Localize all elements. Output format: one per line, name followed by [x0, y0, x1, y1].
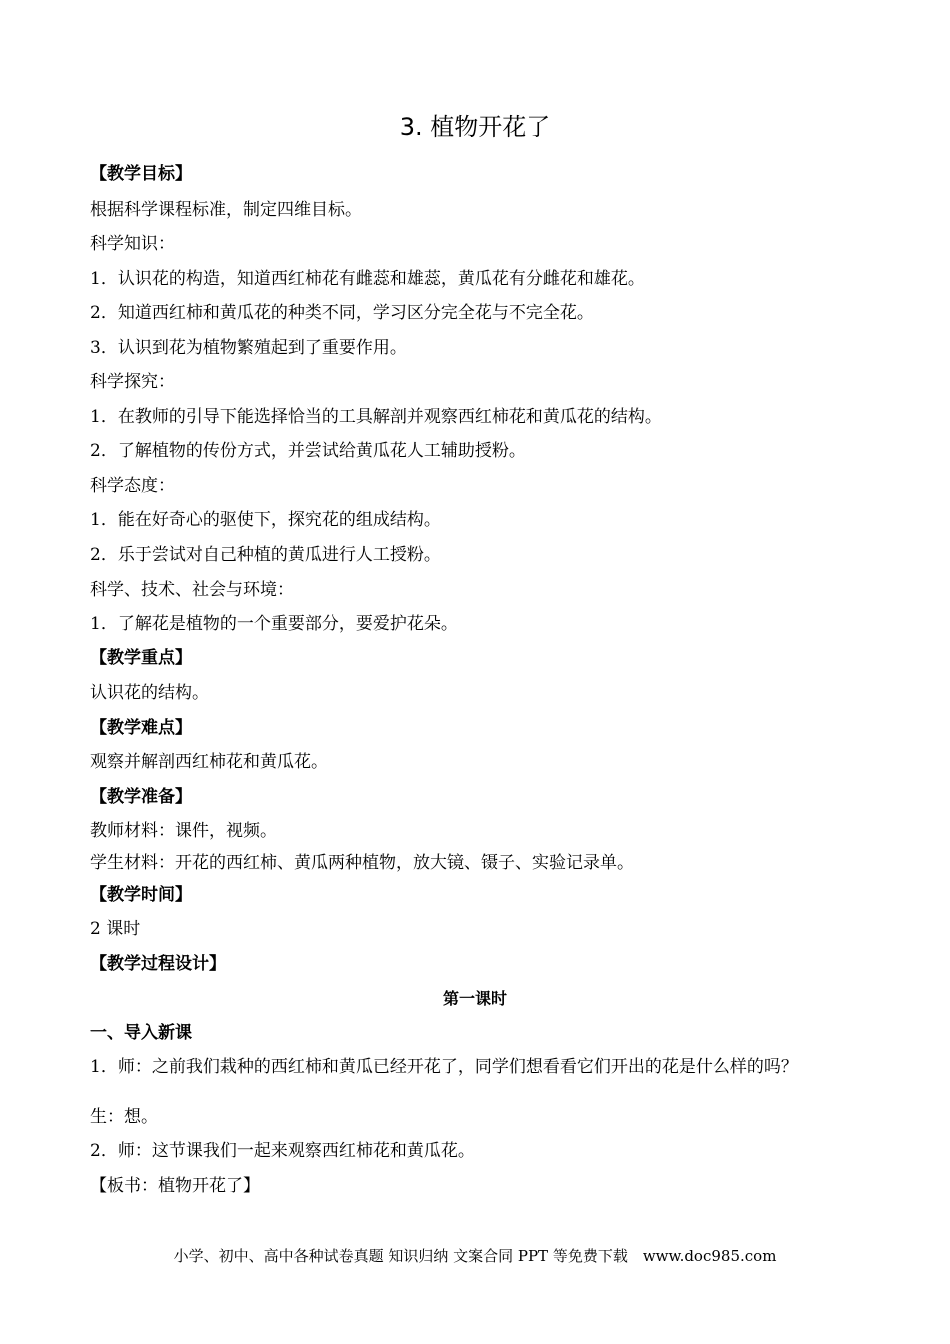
attitude-item-1: 1．能在好奇心的驱使下，探究花的组成结构。 [90, 510, 441, 530]
intro-student-reply: 生：想。 [90, 1107, 158, 1127]
intro-item-1: 1．师：之前我们栽种的西红柿和黄瓜已经开花了，同学们想看看它们开出的花是什么样的吗？ [90, 1057, 798, 1077]
inquiry-label: 科学探究： [90, 372, 175, 392]
sts-item-1: 1．了解花是植物的一个重要部分，要爱护花朵。 [90, 614, 458, 634]
difficult-points-heading: 【教学难点】 [90, 718, 192, 738]
knowledge-item-1: 1．认识花的构造，知道西红柿花有雌蕊和雄蕊，黄瓜花有分雌花和雄花。 [90, 269, 645, 289]
preparation-student: 学生材料：开花的西红柿、黄瓜两种植物，放大镜、镊子、实验记录单。 [90, 853, 634, 873]
process-heading: 【教学过程设计】 [90, 954, 226, 974]
attitude-label: 科学态度： [90, 476, 175, 496]
intro-heading: 一、导入新课 [90, 1023, 192, 1043]
knowledge-item-3: 3．认识到花为植物繁殖起到了重要作用。 [90, 338, 407, 358]
page-title: 3. 植物开花了 [399, 113, 551, 141]
inquiry-item-2: 2．了解植物的传份方式，并尝试给黄瓜花人工辅助授粉。 [90, 441, 526, 461]
board-note: 【板书：植物开花了】 [90, 1176, 260, 1196]
goals-intro: 根据科学课程标准，制定四维目标。 [90, 200, 362, 220]
inquiry-item-1: 1．在教师的引导下能选择恰当的工具解剖并观察西红柿花和黄瓜花的结构。 [90, 407, 662, 427]
key-points-heading: 【教学重点】 [90, 648, 192, 668]
knowledge-item-2: 2．知道西红柿和黄瓜花的种类不同，学习区分完全花与不完全花。 [90, 303, 594, 323]
attitude-item-2: 2．乐于尝试对自己种植的黄瓜进行人工授粉。 [90, 545, 441, 565]
intro-item-2: 2．师：这节课我们一起来观察西红柿花和黄瓜花。 [90, 1141, 475, 1161]
time-text: 2 课时 [90, 919, 141, 939]
time-heading: 【教学时间】 [90, 885, 192, 905]
goals-heading: 【教学目标】 [90, 164, 192, 184]
sts-label: 科学、技术、社会与环境： [90, 580, 294, 600]
preparation-teacher: 教师材料：课件，视频。 [90, 821, 277, 841]
difficult-points-text: 观察并解剖西红柿花和黄瓜花。 [90, 752, 328, 772]
page-footer: 小学、初中、高中各种试卷真题 知识归纳 文案合同 PPT 等免费下载 www.doc985.com [173, 1247, 777, 1265]
knowledge-label: 科学知识： [90, 234, 175, 254]
preparation-heading: 【教学准备】 [90, 787, 192, 807]
lesson-one-heading: 第一课时 [442, 989, 507, 1008]
key-points-text: 认识花的结构。 [90, 683, 209, 703]
